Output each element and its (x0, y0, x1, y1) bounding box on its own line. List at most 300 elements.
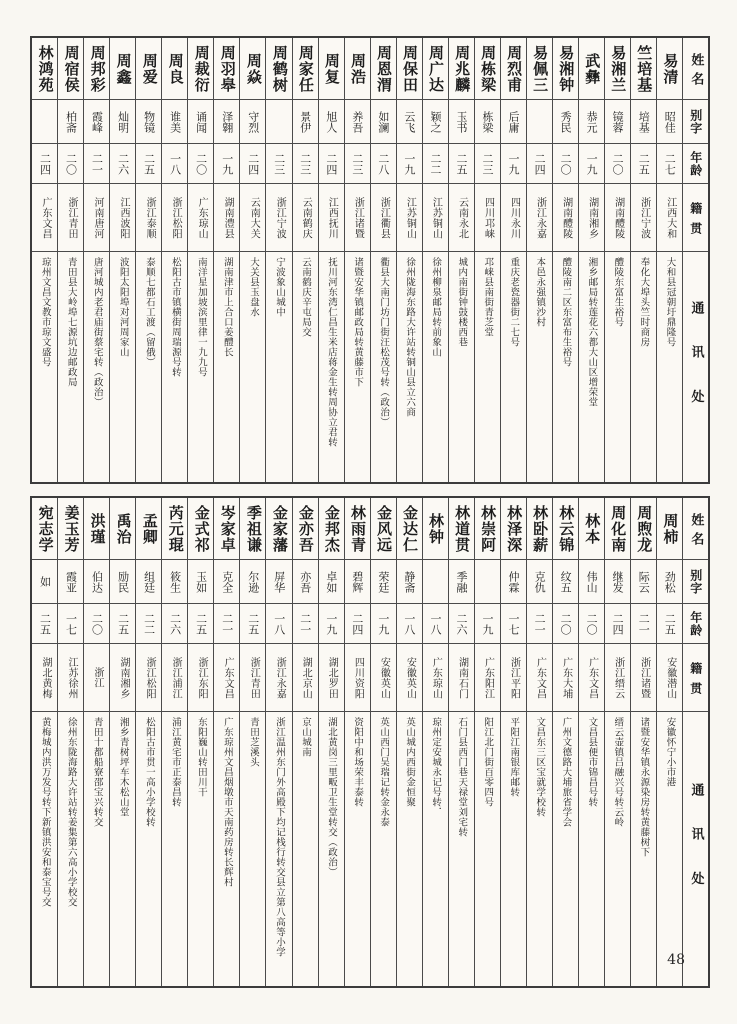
person-name: 易清 (657, 38, 682, 100)
directory-table-top (30, 36, 710, 484)
person-origin: 四川资阳 (345, 644, 370, 712)
person-origin: 广东琼山 (188, 184, 213, 252)
person-age: 二〇 (605, 144, 630, 184)
person-origin: 浙江松阳 (136, 644, 161, 712)
person-age: 二一 (631, 604, 656, 644)
person-address: 波阳太阳埠对河周家山 (117, 257, 129, 357)
person-column (370, 498, 396, 986)
person-name: 周栋梁 (475, 38, 500, 100)
person-address: 邛崃县南街青芝堂 (482, 257, 494, 337)
person-age: 一九 (371, 604, 396, 644)
person-origin: 江苏铜山 (397, 184, 422, 252)
person-age: 一七 (58, 604, 83, 644)
person-courtesy-name: 际云 (631, 560, 656, 604)
person-origin: 浙江诸暨 (631, 644, 656, 712)
person-address: 大关县玉盘水 (247, 257, 259, 317)
person-column (109, 38, 135, 482)
person-courtesy-name: 卓如 (319, 560, 344, 604)
person-age: 二四 (345, 604, 370, 644)
person-age: 二〇 (553, 144, 578, 184)
person-courtesy-name: 守烈 (240, 100, 265, 144)
person-name: 周家任 (293, 38, 318, 100)
person-age: 二〇 (84, 604, 109, 644)
person-origin: 安徽英山 (371, 644, 396, 712)
person-origin: 湖南湘乡 (579, 184, 604, 252)
person-address: 平阳江南银库邮转 (508, 717, 520, 797)
person-address: 湘乡邮局转莲花六都大山区增荣堂 (586, 257, 598, 407)
person-address: 奉化大埠头竺时商房 (638, 257, 650, 347)
person-courtesy-name: 养吾 (345, 100, 370, 144)
person-age: 一九 (579, 144, 604, 184)
person-column (422, 38, 448, 482)
person-column (83, 38, 109, 482)
person-address: 石门县西门巷天禄堂刘宅转 (456, 717, 468, 837)
person-address: 广东琼州文昌烟墩市天南药房转长辉村 (221, 717, 233, 887)
person-age: 一八 (162, 144, 187, 184)
person-name: 岑家卓 (214, 498, 239, 560)
person-age: 二六 (162, 604, 187, 644)
person-origin: 河南唐河 (84, 184, 109, 252)
person-column (630, 498, 656, 986)
person-address: 徐州东陇海路大许站转姜集第六高小学校交 (65, 717, 77, 907)
person-address: 浙江温州东门外高殿下均记栈行转交县立第八高等小学 (273, 717, 285, 957)
person-column (344, 498, 370, 986)
person-age: 二四 (605, 604, 630, 644)
person-origin: 江苏铜山 (423, 184, 448, 252)
person-name: 周柿 (657, 498, 682, 560)
header-name-label: 姓名 (683, 498, 708, 560)
person-courtesy-name: 谁美 (162, 100, 187, 144)
person-column (265, 498, 291, 986)
header-origin-label: 籍贯 (683, 184, 708, 252)
person-origin: 湖北京山 (293, 644, 318, 712)
person-origin: 浙江松阳 (162, 184, 187, 252)
person-courtesy-name: 栋梁 (475, 100, 500, 144)
person-column (135, 498, 161, 986)
person-column (239, 38, 265, 482)
person-age: 二五 (657, 604, 682, 644)
person-column (578, 498, 604, 986)
person-age: 一九 (214, 144, 239, 184)
person-column (213, 498, 239, 986)
person-age: 二二 (136, 604, 161, 644)
person-column (213, 38, 239, 482)
person-name: 金达仁 (397, 498, 422, 560)
person-courtesy-name: 尔逊 (240, 560, 265, 604)
person-name: 宛志学 (32, 498, 57, 560)
person-name: 金邦杰 (319, 498, 344, 560)
person-column (396, 498, 422, 986)
person-courtesy-name: 后庸 (501, 100, 526, 144)
person-name: 武彝 (579, 38, 604, 100)
person-age: 二〇 (579, 604, 604, 644)
person-address: 青田十都船寮邵宝兴转交 (91, 717, 103, 827)
person-courtesy-name: 镜蓉 (605, 100, 630, 144)
person-address: 琼州文昌文教市琼文盛号 (39, 257, 51, 367)
person-column (448, 498, 474, 986)
person-name: 林卧薪 (527, 498, 552, 560)
person-origin: 浙江青田 (58, 184, 83, 252)
person-origin: 浙江东阳 (188, 644, 213, 712)
person-column (292, 38, 318, 482)
person-origin: 云南永北 (449, 184, 474, 252)
person-age: 一九 (319, 604, 344, 644)
header-column (682, 498, 708, 986)
person-courtesy-name: 颖之 (423, 100, 448, 144)
person-column (32, 498, 57, 986)
person-name: 林道贯 (449, 498, 474, 560)
person-column (161, 498, 187, 986)
person-column (83, 498, 109, 986)
person-address: 抚川河东湾仁昌生米店蒋金生转周协立君转 (326, 257, 338, 447)
person-courtesy-name: 云飞 (397, 100, 422, 144)
person-age: 二〇 (58, 144, 83, 184)
person-origin: 湖南石门 (449, 644, 474, 712)
person-address: 唐河城内老君庙街蔡宅转（政治） (91, 257, 103, 407)
person-name: 易湘兰 (605, 38, 630, 100)
person-origin: 湖南澧县 (214, 184, 239, 252)
person-courtesy-name (527, 100, 552, 144)
person-age: 二一 (527, 604, 552, 644)
person-name: 金家藩 (266, 498, 291, 560)
person-name: 周羽皋 (214, 38, 239, 100)
person-courtesy-name: 继发 (605, 560, 630, 604)
person-column (187, 38, 213, 482)
person-address: 本邑永强镇沙村 (534, 257, 546, 327)
person-courtesy-name (423, 560, 448, 604)
person-name: 周良 (162, 38, 187, 100)
person-column (187, 498, 213, 986)
person-age: 二一 (84, 144, 109, 184)
person-origin: 四川永川 (501, 184, 526, 252)
person-origin: 广东阳江 (475, 644, 500, 712)
person-name: 周宿侯 (58, 38, 83, 100)
person-address: 浦江黄宅市正泰昌转 (169, 717, 181, 807)
person-courtesy-name: 泽翱 (214, 100, 239, 144)
person-name: 周鑫 (110, 38, 135, 100)
person-column (161, 38, 187, 482)
person-age: 一九 (397, 144, 422, 184)
person-origin: 江苏徐州 (58, 644, 83, 712)
person-courtesy-name: 恭元 (579, 100, 604, 144)
person-name: 周恩渭 (371, 38, 396, 100)
person-origin: 湖北罗田 (319, 644, 344, 712)
person-courtesy-name: 静斋 (397, 560, 422, 604)
person-age: 二三 (266, 144, 291, 184)
person-courtesy-name: 组廷 (136, 560, 161, 604)
person-column (422, 498, 448, 986)
person-address: 松阳古市贯一高小学校转 (143, 717, 155, 827)
person-address: 广州文德路大埔旅省学会 (560, 717, 572, 827)
person-address: 缙云壶镇吕融兴号转云岭 (612, 717, 624, 827)
person-column (292, 498, 318, 986)
header-address-label: 通讯处 (688, 782, 704, 916)
person-age: 一七 (501, 604, 526, 644)
person-origin: 浙江宁波 (266, 184, 291, 252)
person-column (526, 38, 552, 482)
person-courtesy-name: 劲松 (657, 560, 682, 604)
person-address: 湖北黄岗三里畈卫生堂转交（政治） (326, 717, 338, 877)
person-courtesy-name: 霞亚 (58, 560, 83, 604)
person-name: 林崇阿 (475, 498, 500, 560)
person-age: 二四 (527, 144, 552, 184)
person-column (265, 38, 291, 482)
person-address: 英山西门吴瑞记转金永泰 (378, 717, 390, 827)
person-address: 东阳巍山转田川干 (195, 717, 207, 797)
person-origin: 江西波阳 (110, 184, 135, 252)
person-age: 二七 (657, 144, 682, 184)
person-name: 洪瑾 (84, 498, 109, 560)
person-origin: 浙江泰顺 (136, 184, 161, 252)
person-origin: 广东文昌 (32, 184, 57, 252)
person-name: 周鹤树 (266, 38, 291, 100)
header-column (682, 38, 708, 482)
person-column (318, 498, 344, 986)
person-courtesy-name: 物镜 (136, 100, 161, 144)
person-column (500, 498, 526, 986)
person-name: 林鸿苑 (32, 38, 57, 100)
person-courtesy-name: 景伊 (293, 100, 318, 144)
person-column (109, 498, 135, 986)
person-age: 二〇 (553, 604, 578, 644)
person-address: 文昌东三区宝就学校转 (534, 717, 546, 817)
person-column (239, 498, 265, 986)
person-address: 京山城南 (300, 717, 312, 757)
person-age: 二五 (449, 144, 474, 184)
person-name: 周烈甫 (501, 38, 526, 100)
person-name: 周煦龙 (631, 498, 656, 560)
header-address-label: 通讯处 (688, 300, 704, 434)
person-origin: 浙江缙云 (605, 644, 630, 712)
person-column (656, 38, 682, 482)
person-address: 衢县大南门坊门街汪松茂号转（政治） (378, 257, 390, 427)
person-courtesy-name: 纹五 (553, 560, 578, 604)
person-age: 一九 (475, 604, 500, 644)
person-name: 金式祁 (188, 498, 213, 560)
person-address: 徐州陇海东路大许站转铜山县立六商 (404, 257, 416, 417)
person-address: 湘乡青树坪车木松山堂 (117, 717, 129, 817)
person-age: 二五 (631, 144, 656, 184)
person-origin: 浙江衢县 (371, 184, 396, 252)
person-courtesy-name: 屏华 (266, 560, 291, 604)
person-origin: 云南大关 (240, 184, 265, 252)
person-name: 周复 (319, 38, 344, 100)
person-courtesy-name (266, 100, 291, 144)
person-courtesy-name: 培基 (631, 100, 656, 144)
person-age: 二〇 (188, 144, 213, 184)
person-origin: 湖南醴陵 (605, 184, 630, 252)
person-address: 资阳中和场荣丰泰转 (352, 717, 364, 807)
person-address: 诸暨安华镇邮政局转黄藤市下 (352, 257, 364, 387)
person-courtesy-name: 伯达 (84, 560, 109, 604)
header-courtesy-label: 别字 (683, 560, 708, 604)
person-column (370, 38, 396, 482)
header-courtesy-label: 别字 (683, 100, 708, 144)
person-origin: 江西大和 (657, 184, 682, 252)
person-courtesy-name: 秀民 (553, 100, 578, 144)
person-column (630, 38, 656, 482)
person-column (604, 38, 630, 482)
person-origin: 浙江浦江 (162, 644, 187, 712)
person-name: 芮元琨 (162, 498, 187, 560)
person-column (578, 38, 604, 482)
person-name: 周焱 (240, 38, 265, 100)
person-address: 青田县大岭埠七源坑边邮政局 (65, 257, 77, 387)
person-name: 易湘钟 (553, 38, 578, 100)
person-origin: 广东大埔 (553, 644, 578, 712)
person-courtesy-name (32, 100, 57, 144)
person-origin: 湖南醴陵 (553, 184, 578, 252)
person-address: 诸暨安华镇永源染房转黄藤树下 (638, 717, 650, 857)
person-address: 松阳古市镇横街周瑞源号转 (169, 257, 181, 377)
person-origin: 广东琼山 (423, 644, 448, 712)
person-courtesy-name: 亦吾 (293, 560, 318, 604)
person-age: 二一 (214, 604, 239, 644)
person-name: 姜玉芳 (58, 498, 83, 560)
person-address: 安徽怀宁小市港 (664, 717, 676, 787)
person-courtesy-name: 励民 (110, 560, 135, 604)
person-address: 云南鹤庆辛屯局交 (300, 257, 312, 337)
person-courtesy-name: 玉书 (449, 100, 474, 144)
header-origin-label: 籍贯 (683, 644, 708, 712)
person-name: 周兆麟 (449, 38, 474, 100)
person-age: 一八 (397, 604, 422, 644)
person-column (448, 38, 474, 482)
person-column (57, 38, 83, 482)
person-address: 黄梅城内洪万发号转下新镇洪安和泰宝号交 (39, 717, 51, 907)
person-name: 周广达 (423, 38, 448, 100)
person-name: 周裁衍 (188, 38, 213, 100)
person-origin: 浙江 (84, 644, 109, 712)
person-column (526, 498, 552, 986)
person-name: 林云锦 (553, 498, 578, 560)
person-name: 易佩三 (527, 38, 552, 100)
person-name: 周化南 (605, 498, 630, 560)
person-age: 二四 (240, 144, 265, 184)
person-column (552, 38, 578, 482)
person-origin: 江西抚川 (319, 184, 344, 252)
person-address: 重庆老瓷器街二七号 (508, 257, 520, 347)
person-courtesy-name: 克仇 (527, 560, 552, 604)
directory-table-bottom (30, 496, 710, 988)
person-name: 周爱 (136, 38, 161, 100)
person-age: 二四 (319, 144, 344, 184)
person-age: 二五 (110, 604, 135, 644)
person-name: 林本 (579, 498, 604, 560)
person-origin: 浙江诸暨 (345, 184, 370, 252)
person-address: 英山城内西街金恒聚 (404, 717, 416, 807)
person-column (135, 38, 161, 482)
person-name: 林雨青 (345, 498, 370, 560)
person-column (604, 498, 630, 986)
person-name: 禹治 (110, 498, 135, 560)
person-address: 青田芝溪头 (247, 717, 259, 767)
person-courtesy-name: 荣廷 (371, 560, 396, 604)
page-number: 48 (667, 952, 685, 968)
person-age: 一九 (501, 144, 526, 184)
person-courtesy-name: 诵闻 (188, 100, 213, 144)
person-age: 二五 (240, 604, 265, 644)
person-age: 二四 (32, 144, 57, 184)
person-address: 徐州柳泉邮局转前象山 (430, 257, 442, 357)
person-courtesy-name: 玉如 (188, 560, 213, 604)
person-name: 金风远 (371, 498, 396, 560)
person-name: 金亦吾 (293, 498, 318, 560)
person-name: 周保田 (397, 38, 422, 100)
person-origin: 湖北黄梅 (32, 644, 57, 712)
person-address: 城内南街钟鼓楼西巷 (456, 257, 468, 347)
person-name: 林钟 (423, 498, 448, 560)
person-column (396, 38, 422, 482)
person-age: 二八 (371, 144, 396, 184)
header-name-label: 姓名 (683, 38, 708, 100)
person-name: 周邦彩 (84, 38, 109, 100)
person-courtesy-name: 旭人 (319, 100, 344, 144)
person-age: 二二 (423, 144, 448, 184)
person-courtesy-name: 仲霖 (501, 560, 526, 604)
person-address: 文昌县便市锦昌号转 (586, 717, 598, 807)
person-age: 一八 (266, 604, 291, 644)
person-origin: 广东文昌 (214, 644, 239, 712)
person-address: 醴陵东富生裕号 (612, 257, 624, 327)
person-name: 林泽深 (501, 498, 526, 560)
person-origin: 安徽英山 (397, 644, 422, 712)
person-origin: 广东文昌 (527, 644, 552, 712)
header-age-label: 年龄 (683, 604, 708, 644)
person-column (552, 498, 578, 986)
person-courtesy-name: 碧辉 (345, 560, 370, 604)
person-address: 南洋星加坡滨里律一九九号 (195, 257, 207, 377)
person-age: 二六 (449, 604, 474, 644)
person-column (500, 38, 526, 482)
person-courtesy-name: 如澜 (371, 100, 396, 144)
person-address: 阳江北门街百零四号 (482, 717, 494, 807)
person-name: 季祖谦 (240, 498, 265, 560)
person-age: 二一 (293, 604, 318, 644)
person-age: 二五 (188, 604, 213, 644)
person-column (474, 498, 500, 986)
person-address: 湖南津市上合口姜醴长 (221, 257, 233, 357)
person-origin: 浙江永嘉 (266, 644, 291, 712)
person-age: 二五 (136, 144, 161, 184)
person-column (318, 38, 344, 482)
person-age: 二三 (345, 144, 370, 184)
person-address: 宁波象山城中 (273, 257, 285, 317)
person-origin: 浙江平阳 (501, 644, 526, 712)
person-courtesy-name: 柏斋 (58, 100, 83, 144)
person-column (474, 38, 500, 482)
person-column (344, 38, 370, 482)
person-name: 周浩 (345, 38, 370, 100)
person-courtesy-name: 季融 (449, 560, 474, 604)
header-age-label: 年龄 (683, 144, 708, 184)
person-age: 一八 (423, 604, 448, 644)
person-address: 泰顺七都石工渡（留俄） (143, 257, 155, 367)
person-name: 孟卿 (136, 498, 161, 560)
person-age: 二五 (32, 604, 57, 644)
person-origin: 湖南湘乡 (110, 644, 135, 712)
person-courtesy-name: 筱生 (162, 560, 187, 604)
person-origin: 浙江宁波 (631, 184, 656, 252)
person-courtesy-name (475, 560, 500, 604)
person-courtesy-name: 伟山 (579, 560, 604, 604)
person-origin: 广东文昌 (579, 644, 604, 712)
person-age: 二三 (475, 144, 500, 184)
person-courtesy-name: 克全 (214, 560, 239, 604)
person-origin: 四川邛崃 (475, 184, 500, 252)
person-address: 大和县冠朝圩鼎隆号 (664, 257, 676, 347)
person-origin: 安徽潜山 (657, 644, 682, 712)
